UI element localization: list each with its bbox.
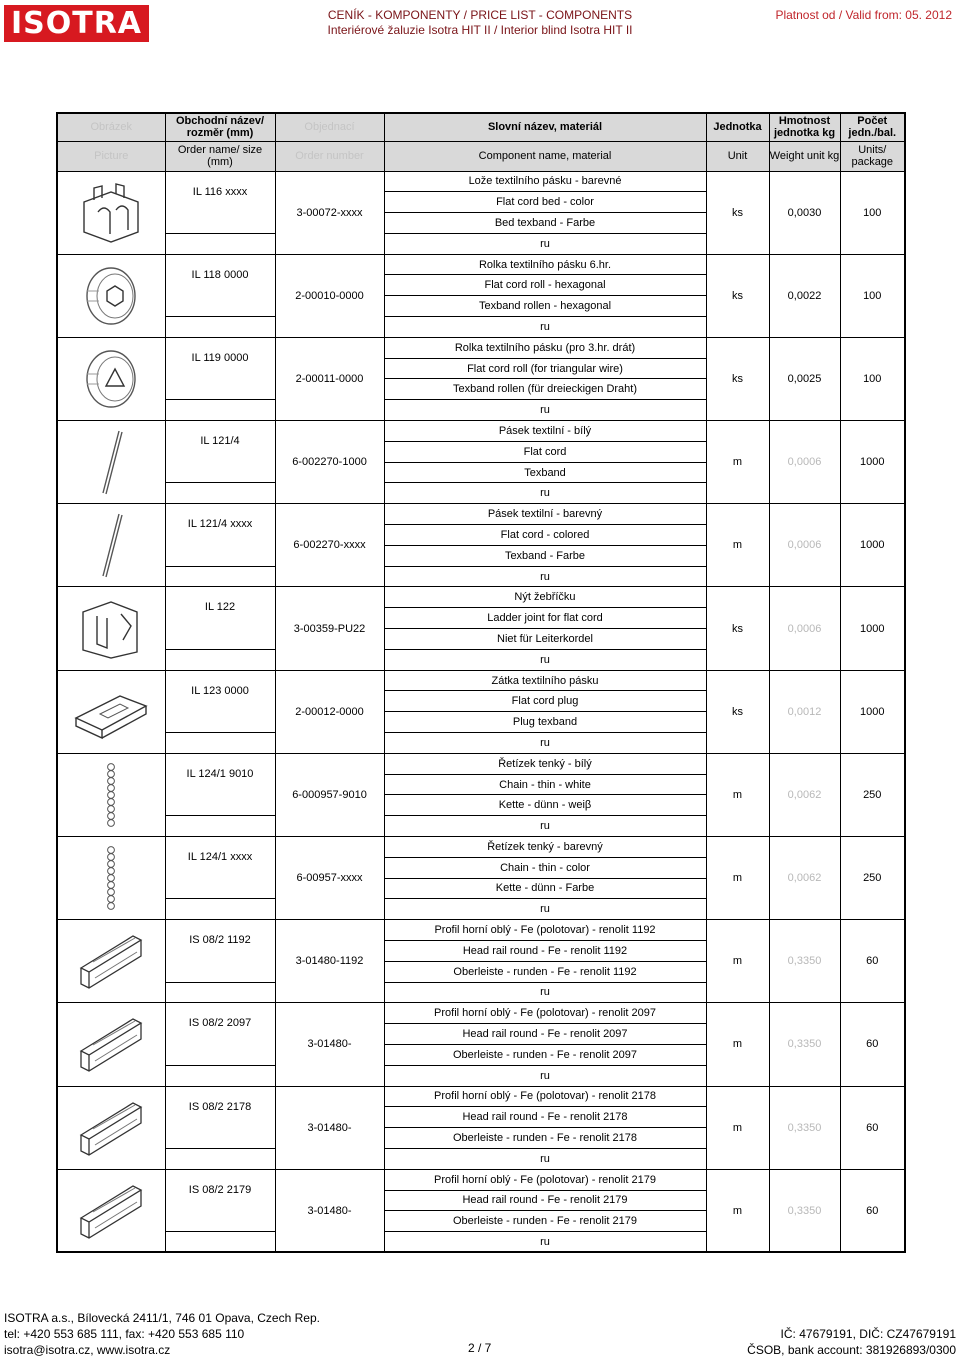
unit: m [706,421,769,504]
order-name-blank [165,649,275,670]
col-component-en: Component name, material [384,141,706,171]
order-number: 6-002270-xxxx [275,504,384,587]
component-name-cz: Profil horní oblý - Fe (polotovar) - renolit 2179 [384,1169,706,1190]
order-name: IS 08/2 2179 [165,1169,275,1231]
col-unit-en: Unit [706,141,769,171]
component-name-en: Flat cord roll (for triangular wire) [384,358,706,379]
order-name: IL 124/1 xxxx [165,837,275,899]
product-picture [57,587,165,670]
component-name-ru: ru [384,1148,706,1169]
head-rail-icon [58,1178,165,1244]
flat-cord-roll-triangular-icon [58,344,165,414]
units-per-package: 1000 [840,504,905,587]
component-name-ru: ru [384,649,706,670]
unit: m [706,920,769,1003]
component-name-ru: ru [384,483,706,504]
unit: m [706,1086,769,1169]
order-name: IL 121/4 [165,421,275,483]
units-per-package: 1000 [840,587,905,670]
product-picture [57,421,165,504]
order-name: IL 119 0000 [165,337,275,399]
component-name-cz: Nýt žebříčku [384,587,706,608]
units-per-package: 60 [840,1169,905,1252]
product-picture [57,753,165,836]
col-order-cz: Objednací [275,113,384,141]
component-name-en: Ladder joint for flat cord [384,608,706,629]
component-name-cz: Pásek textilní - barevný [384,504,706,525]
price-list-table [56,112,906,1253]
order-name-blank [165,816,275,837]
product-picture [57,1169,165,1252]
order-name: IL 116 xxxx [165,171,275,233]
unit: ks [706,587,769,670]
order-number: 3-00359-PU22 [275,587,384,670]
product-picture [57,171,165,254]
page-number: 2 / 7 [468,1341,492,1355]
component-name-de: Oberleiste - runden - Fe - renolit 1192 [384,961,706,982]
col-picture-cz: Obrázek [57,113,165,141]
component-name-de: Oberleiste - runden - Fe - renolit 2178 [384,1128,706,1149]
component-name-cz: Zátka textilního pásku [384,670,706,691]
order-number: 2-00011-0000 [275,337,384,420]
order-number: 6-000957-9010 [275,753,384,836]
component-name-en: Flat cord bed - color [384,192,706,213]
unit: m [706,1169,769,1252]
component-name-de: Texband rollen - hexagonal [384,296,706,317]
component-name-en: Flat cord roll - hexagonal [384,275,706,296]
component-name-cz: Profil horní oblý - Fe (polotovar) - renolit 2178 [384,1086,706,1107]
product-picture [57,254,165,337]
component-name-en: Chain - thin - white [384,774,706,795]
component-name-ru: ru [384,566,706,587]
head-rail-icon [58,1011,165,1077]
chain-color-icon [58,845,165,911]
component-name-en: Flat cord [384,441,706,462]
units-per-package: 60 [840,1003,905,1086]
component-name-de: Texband - Farbe [384,545,706,566]
component-name-ru: ru [384,899,706,920]
col-pkg-cz: Počet jedn./bal. [840,113,905,141]
component-name-en: Head rail round - Fe - renolit 2178 [384,1107,706,1128]
table-row [57,837,905,858]
isotra-logo: ISOTRA [4,5,149,42]
product-picture [57,920,165,1003]
component-name-cz: Řetízek tenký - bílý [384,753,706,774]
component-name-cz: Rolka textilního pásku 6.hr. [384,254,706,275]
weight: 0,0006 [769,421,840,504]
order-name: IL 124/1 9010 [165,753,275,815]
valid-from: Platnost od / Valid from: 05. 2012 [775,8,952,22]
weight: 0,3350 [769,920,840,1003]
order-name: IL 121/4 xxxx [165,504,275,566]
component-name-cz: Pásek textilní - bílý [384,421,706,442]
header-row-cz [57,113,905,141]
order-name-blank [165,233,275,254]
component-name-cz: Lože textilního pásku - barevné [384,171,706,192]
weight: 0,0030 [769,171,840,254]
units-per-package: 1000 [840,421,905,504]
component-name-de: Niet für Leiterkordel [384,629,706,650]
weight: 0,0022 [769,254,840,337]
table-row [57,753,905,774]
flat-cord-plug-icon [58,682,165,742]
table-row [57,171,905,192]
component-name-ru: ru [384,400,706,421]
order-name-blank [165,1232,275,1253]
title-line-2: Interiérové žaluzie Isotra HIT II / Interior blind Isotra HIT II [327,23,633,37]
order-name-blank [165,566,275,587]
component-name-en: Head rail round - Fe - renolit 2097 [384,1024,706,1045]
col-weight-cz: Hmotnost jednotka kg [769,113,840,141]
col-weight-en: Weight unit kg [769,141,840,171]
title-line-1: CENÍK - KOMPONENTY / PRICE LIST - COMPONENTS [327,8,633,22]
unit: m [706,1003,769,1086]
weight: 0,0006 [769,504,840,587]
head-rail-icon [58,1095,165,1161]
product-picture [57,1086,165,1169]
units-per-package: 250 [840,753,905,836]
order-name: IL 122 [165,587,275,649]
component-name-de: Texband [384,462,706,483]
document-title [300,8,660,38]
order-number: 3-01480- [275,1003,384,1086]
component-name-ru: ru [384,982,706,1003]
footer-phone: tel: +420 553 685 111, fax: +420 553 685 110 [4,1327,245,1341]
order-name-blank [165,899,275,920]
order-name-blank [165,317,275,338]
table-row [57,504,905,525]
component-name-de: Texband rollen (für dreieckigen Draht) [384,379,706,400]
table-row [57,254,905,275]
footer-address: ISOTRA a.s., Bílovecká 2411/1, 746 01 Opava, Czech Rep. [4,1311,320,1325]
component-name-ru: ru [384,816,706,837]
component-name-cz: Rolka textilního pásku (pro 3.hr. drát) [384,337,706,358]
unit: m [706,837,769,920]
order-name: IL 118 0000 [165,254,275,316]
col-unit-cz: Jednotka [706,113,769,141]
order-number: 6-00957-xxxx [275,837,384,920]
units-per-package: 100 [840,337,905,420]
footer-bank: ČSOB, bank account: 381926893/0300 [747,1343,956,1357]
table-row [57,421,905,442]
head-rail-icon [58,928,165,994]
component-name-en: Chain - thin - color [384,857,706,878]
table-row [57,920,905,941]
units-per-package: 1000 [840,670,905,753]
col-picture-en: Picture [57,141,165,171]
order-number: 6-002270-1000 [275,421,384,504]
product-picture [57,337,165,420]
order-name-blank [165,982,275,1003]
order-number: 2-00010-0000 [275,254,384,337]
flat-cord-icon [58,427,165,497]
order-number: 3-00072-xxxx [275,171,384,254]
product-picture [57,837,165,920]
component-name-de: Oberleiste - runden - Fe - renolit 2179 [384,1211,706,1232]
units-per-package: 60 [840,920,905,1003]
col-order-en: Order number [275,141,384,171]
component-name-ru: ru [384,733,706,754]
ladder-joint-icon [58,596,165,662]
order-number: 2-00012-0000 [275,670,384,753]
units-per-package: 100 [840,254,905,337]
flat-cord-colored-icon [58,510,165,580]
order-name-blank [165,1148,275,1169]
order-name-blank [165,483,275,504]
component-name-en: Flat cord plug [384,691,706,712]
component-name-de: Kette - dünn - Farbe [384,878,706,899]
order-name: IL 123 0000 [165,670,275,732]
component-name-cz: Profil horní oblý - Fe (polotovar) - renolit 2097 [384,1003,706,1024]
order-number: 3-01480-1192 [275,920,384,1003]
component-name-en: Head rail round - Fe - renolit 2179 [384,1190,706,1211]
table-row [57,337,905,358]
component-name-ru: ru [384,233,706,254]
unit: ks [706,254,769,337]
order-number: 3-01480- [275,1169,384,1252]
flat-cord-bed-icon [58,182,165,244]
component-name-ru: ru [384,1065,706,1086]
weight: 0,0012 [769,670,840,753]
unit: ks [706,337,769,420]
unit: ks [706,171,769,254]
product-picture [57,504,165,587]
component-name-en: Head rail round - Fe - renolit 1192 [384,940,706,961]
col-component-cz: Slovní název, materiál [384,113,706,141]
component-name-de: Kette - dünn - weiβ [384,795,706,816]
weight: 0,3350 [769,1003,840,1086]
units-per-package: 100 [840,171,905,254]
col-pkg-en: Units/ package [840,141,905,171]
component-name-de: Plug texband [384,712,706,733]
component-name-ru: ru [384,1232,706,1253]
table-row [57,1086,905,1107]
order-name: IS 08/2 2097 [165,1003,275,1065]
order-name: IS 08/2 2178 [165,1086,275,1148]
units-per-package: 250 [840,837,905,920]
component-name-ru: ru [384,317,706,338]
table-row [57,1169,905,1190]
weight: 0,3350 [769,1086,840,1169]
component-name-cz: Profil horní oblý - Fe (polotovar) - renolit 1192 [384,920,706,941]
order-name: IS 08/2 1192 [165,920,275,982]
col-name-en: Order name/ size (mm) [165,141,275,171]
component-name-cz: Řetízek tenký - barevný [384,837,706,858]
component-name-en: Flat cord - colored [384,525,706,546]
order-name-blank [165,1065,275,1086]
weight: 0,3350 [769,1169,840,1252]
weight: 0,0062 [769,837,840,920]
flat-cord-roll-icon [58,261,165,331]
product-picture [57,1003,165,1086]
col-name-cz: Obchodní název/ rozměr (mm) [165,113,275,141]
weight: 0,0025 [769,337,840,420]
unit: m [706,753,769,836]
footer-email: isotra@isotra.cz, www.isotra.cz [4,1343,171,1357]
weight: 0,0062 [769,753,840,836]
chain-white-icon [58,762,165,828]
unit: ks [706,670,769,753]
table-row [57,670,905,691]
weight: 0,0006 [769,587,840,670]
units-per-package: 60 [840,1086,905,1169]
table-row [57,587,905,608]
order-number: 3-01480- [275,1086,384,1169]
order-name-blank [165,400,275,421]
component-name-de: Bed texband - Farbe [384,213,706,234]
table-row [57,1003,905,1024]
header-row-en [57,141,905,171]
footer-company-id: IČ: 47679191, DIČ: CZ47679191 [780,1327,956,1341]
unit: m [706,504,769,587]
component-name-de: Oberleiste - runden - Fe - renolit 2097 [384,1044,706,1065]
order-name-blank [165,733,275,754]
product-picture [57,670,165,753]
